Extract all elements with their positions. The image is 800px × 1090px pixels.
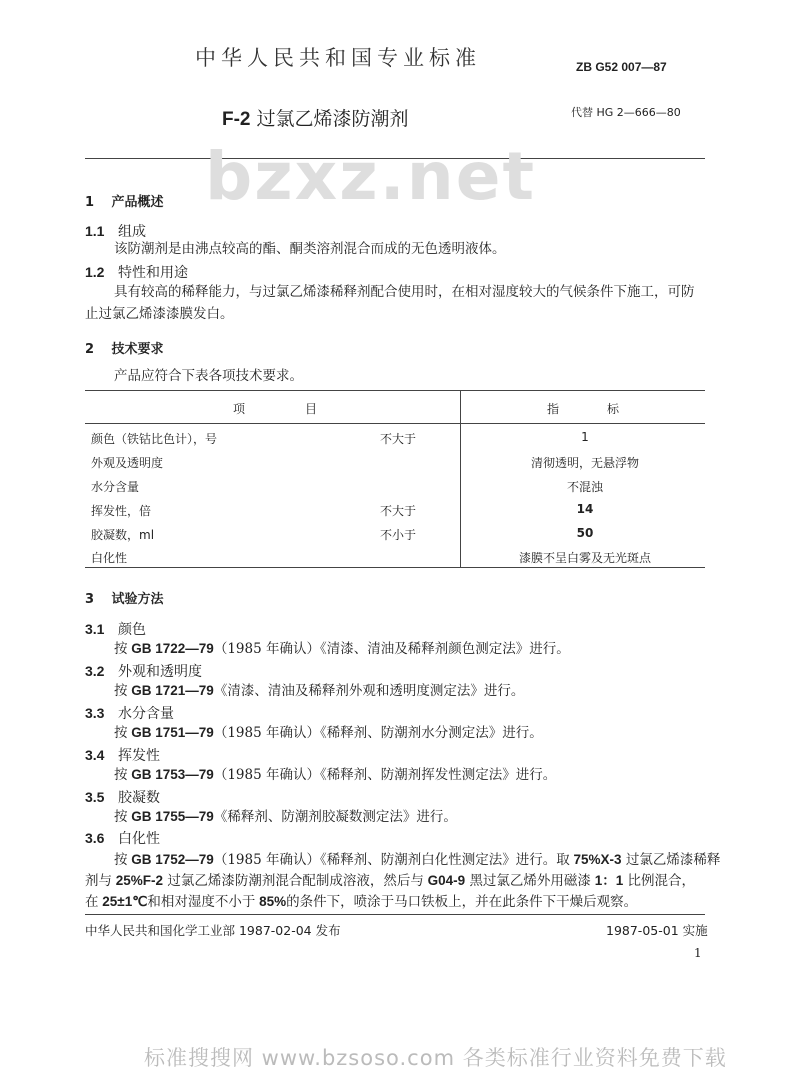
row-item: 外观及透明度 bbox=[91, 456, 164, 470]
ratio-value: 75%X-3 bbox=[573, 852, 622, 867]
row-condition: 不大于 bbox=[380, 432, 417, 446]
standard-reference: GB 1722—79 bbox=[131, 641, 214, 656]
page-number: 1 bbox=[694, 946, 702, 960]
row-value: 14 bbox=[576, 502, 594, 516]
section-3-heading bbox=[85, 588, 164, 607]
paragraph-line bbox=[85, 871, 695, 891]
subsection-title: 特性和用途 bbox=[118, 265, 188, 281]
text-body: 的条件下，喷涂于马口铁板上，并在此条件下干燥后观察。 bbox=[286, 894, 638, 910]
text-body: 在 bbox=[85, 894, 99, 910]
subsection-title: 胶凝数 bbox=[118, 790, 160, 806]
subsection-title: 水分含量 bbox=[118, 706, 174, 722]
table-header-index-b: 标 bbox=[607, 402, 620, 416]
row-condition: 不大于 bbox=[380, 504, 417, 518]
text-prefix: 按 bbox=[114, 852, 128, 868]
subsection-title: 外观和透明度 bbox=[118, 664, 202, 680]
standard-category-title: 中华人民共和国专业标准 bbox=[195, 46, 481, 70]
row-value: 50 bbox=[576, 526, 594, 540]
text-body: 剂与 bbox=[85, 873, 112, 889]
text-prefix: 按 bbox=[114, 641, 128, 657]
text-body: （1985 年确认）《清漆、清油及稀释剂颜色测定法》进行。 bbox=[213, 641, 570, 657]
table-header-index-a: 指 bbox=[547, 402, 560, 416]
product-code: G04-9 bbox=[427, 873, 466, 888]
replaces-standard: 代替 HG 2—666—80 bbox=[571, 106, 681, 119]
paragraph bbox=[114, 639, 570, 659]
bottom-watermark: 标准搜搜网 www.bzsoso.com 各类标准行业资料免费下载 bbox=[144, 1046, 727, 1070]
row-item: 胶凝数，ml bbox=[91, 528, 155, 542]
text-body: （1985 年确认）《稀释剂、防潮剂水分测定法》进行。 bbox=[213, 725, 543, 741]
section-number: 3 bbox=[85, 592, 95, 607]
row-item: 白化性 bbox=[91, 551, 128, 565]
text-body: 过氯乙烯漆防潮剂混合配制成溶液，然后与 bbox=[167, 873, 424, 889]
table-header-item-a: 项 bbox=[233, 402, 246, 416]
text-body: 《清漆、清油及稀释剂外观和透明度测定法》进行。 bbox=[213, 683, 525, 699]
paragraph-line bbox=[85, 892, 637, 912]
text-body: 黑过氯乙烯外用磁漆 bbox=[469, 873, 591, 889]
watermark-text: bzxz.net bbox=[205, 138, 537, 215]
ratio-value: 25%F-2 bbox=[115, 873, 164, 888]
text-prefix: 按 bbox=[114, 809, 128, 825]
row-value: 漆膜不呈白雾及无光斑点 bbox=[518, 551, 651, 565]
row-condition: 不小于 bbox=[380, 528, 417, 542]
subsection-number: 3.1 bbox=[85, 621, 105, 637]
row-item: 水分含量 bbox=[91, 480, 140, 494]
paragraph-line bbox=[114, 850, 720, 870]
subsection-3-2-heading bbox=[85, 661, 202, 681]
paragraph bbox=[114, 765, 556, 785]
subsection-number: 1.2 bbox=[85, 264, 105, 280]
subsection-3-5-heading bbox=[85, 787, 160, 807]
subsection-3-3-heading bbox=[85, 703, 174, 723]
subsection-number: 1.1 bbox=[85, 223, 105, 239]
standard-reference: GB 1752—79 bbox=[131, 852, 214, 867]
section-number: 2 bbox=[85, 342, 95, 357]
implementation-date: 1987-05-01 实施 bbox=[606, 923, 708, 938]
standard-reference: GB 1753—79 bbox=[131, 767, 214, 782]
row-value: 1 bbox=[581, 430, 589, 444]
standard-reference: GB 1755—79 bbox=[131, 809, 214, 824]
table-column-divider bbox=[460, 390, 461, 568]
paragraph: 产品应符合下表各项技术要求。 bbox=[114, 368, 303, 384]
subsection-3-1-heading bbox=[85, 619, 146, 639]
humidity-value: 85% bbox=[259, 894, 287, 909]
subsection-number: 3.2 bbox=[85, 663, 105, 679]
document-title bbox=[222, 104, 409, 131]
table-header-border bbox=[85, 423, 705, 424]
subsection-number: 3.3 bbox=[85, 705, 105, 721]
subsection-title: 颜色 bbox=[118, 622, 146, 638]
standard-reference: GB 1751—79 bbox=[131, 725, 214, 740]
text-body: 《稀释剂、防潮剂胶凝数测定法》进行。 bbox=[213, 809, 457, 825]
row-value: 不混浊 bbox=[566, 480, 603, 494]
text-prefix: 按 bbox=[114, 767, 128, 783]
mix-ratio: 1：1 bbox=[594, 873, 624, 888]
text-body: 和相对湿度不小于 bbox=[147, 894, 256, 910]
section-title: 试验方法 bbox=[111, 592, 164, 607]
table-header-item-b: 目 bbox=[305, 402, 318, 416]
subsection-3-4-heading bbox=[85, 745, 160, 765]
row-item: 颜色（铁钴比色计），号 bbox=[91, 432, 218, 446]
title-product-name: 过氯乙烯漆防潮剂 bbox=[256, 108, 409, 130]
section-number: 1 bbox=[85, 195, 95, 210]
table-top-border bbox=[85, 390, 705, 391]
text-body: 比例混合， bbox=[627, 873, 696, 889]
table-bottom-border bbox=[85, 567, 705, 568]
publisher-line: 中华人民共和国化学工业部 1987-02-04 发布 bbox=[85, 923, 341, 938]
subsection-number: 3.5 bbox=[85, 789, 105, 805]
row-item: 挥发性，倍 bbox=[91, 504, 152, 518]
section-1-heading bbox=[85, 191, 164, 210]
subsection-number: 3.4 bbox=[85, 747, 105, 763]
text-body: （1985 年确认）《稀释剂、防潮剂白化性测定法》进行。取 bbox=[213, 852, 570, 868]
section-title: 产品概述 bbox=[111, 195, 164, 210]
temperature-value: 25±1℃ bbox=[102, 894, 148, 909]
subsection-title: 组成 bbox=[118, 224, 146, 240]
subsection-title: 白化性 bbox=[118, 831, 160, 847]
standard-code: ZB G52 007—87 bbox=[576, 60, 667, 74]
subsection-title: 挥发性 bbox=[118, 748, 160, 764]
title-product-code: F-2 bbox=[222, 109, 251, 130]
paragraph bbox=[114, 723, 543, 743]
text-body: 过氯乙烯漆稀释 bbox=[625, 852, 721, 868]
footer-divider bbox=[85, 914, 705, 915]
section-2-heading bbox=[85, 338, 164, 357]
row-value: 清彻透明，无悬浮物 bbox=[530, 456, 639, 470]
paragraph: 该防潮剂是由沸点较高的酯、酮类溶剂混合而成的无色透明液体。 bbox=[114, 241, 506, 257]
paragraph-line: 止过氯乙烯漆漆膜发白。 bbox=[85, 306, 234, 322]
section-title: 技术要求 bbox=[111, 342, 164, 357]
subsection-3-6-heading bbox=[85, 828, 160, 848]
text-body: （1985 年确认）《稀释剂、防潮剂挥发性测定法》进行。 bbox=[213, 767, 557, 783]
text-prefix: 按 bbox=[114, 683, 128, 699]
text-prefix: 按 bbox=[114, 725, 128, 741]
paragraph bbox=[114, 681, 524, 701]
subsection-1-2-heading bbox=[85, 262, 188, 282]
subsection-1-1-heading bbox=[85, 221, 146, 241]
standard-reference: GB 1721—79 bbox=[131, 683, 214, 698]
technical-requirements-table bbox=[85, 390, 705, 568]
subsection-number: 3.6 bbox=[85, 830, 105, 846]
paragraph-line: 具有较高的稀释能力，与过氯乙烯漆稀释剂配合使用时，在相对湿度较大的气候条件下施工，可防 bbox=[114, 284, 695, 300]
paragraph bbox=[114, 807, 457, 827]
